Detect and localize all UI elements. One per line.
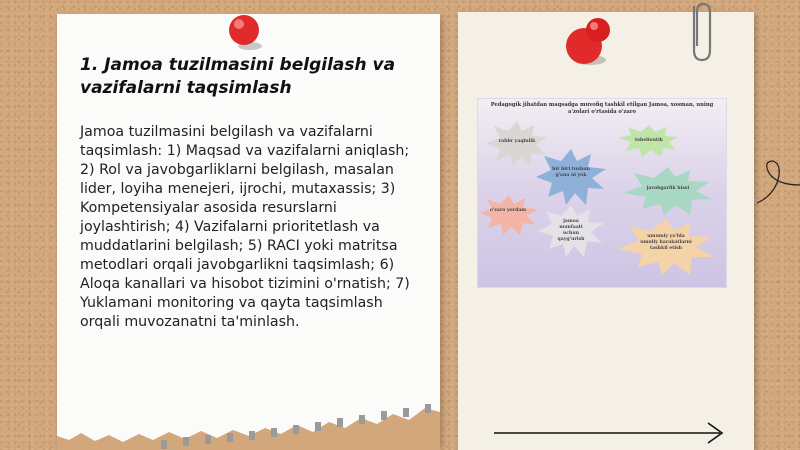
- burst-label: tebelientik: [635, 138, 663, 143]
- red-pushpin-icon: [560, 12, 616, 68]
- starburst-shape: [480, 195, 538, 235]
- burst-label: umumiy yo'lda umuliy harakatlarni tashkil etish: [640, 234, 692, 251]
- burst-label: javobgarlik hissi: [646, 186, 690, 191]
- burst-label: jamoa munfaati uchun qayg'urish: [557, 219, 585, 242]
- torn-paper-edge: [57, 400, 440, 450]
- diagram-title: Pedagogik jihatdan maqsadga muvofiq tashkil etilgan Jamoa, xosman, uning a'zolari o'rtasida o'zaro: [490, 102, 714, 115]
- arrow-right-icon: [494, 420, 726, 446]
- burst-label: rahbr yaqinlik: [498, 139, 536, 144]
- diagram-image: [477, 98, 727, 288]
- paperclip-icon: [685, 0, 715, 64]
- red-pushpin-icon: [224, 10, 268, 54]
- body-paragraph: Jamoa tuzilmasini belgilash va vazifalarni taqsimlash: 1) Maqsad va vazifalarni aniqlash; 2) Rol va javobgarliklarni belgilash, masalan lider, loyiha menejeri, ijrochi, mutaxassis; 3) Kompetensiyalar asosida resurslarni joylashtirish; 4) Vazifalarni prioritetlash va muddatlarini belgilash; 5) RACI yoki matritsa metodlari orqali javobgarlikni taqsimlash; 6) Aloqa kanallari va hisobot tizimini o'rnatish; 7) Yuklamani monitoring va qayta taqsimlash orqali muvozanatni ta'minlash.: [80, 124, 410, 330]
- doodle-loop-icon: [755, 155, 800, 215]
- page-title: 1. Jamoa tuzilmasini belgilash va vazifalarni taqsimlash: [80, 55, 396, 98]
- burst-label: o'zaro yordam: [489, 208, 527, 213]
- burst-label: bir biri tushun g'ana ni yok: [552, 167, 590, 178]
